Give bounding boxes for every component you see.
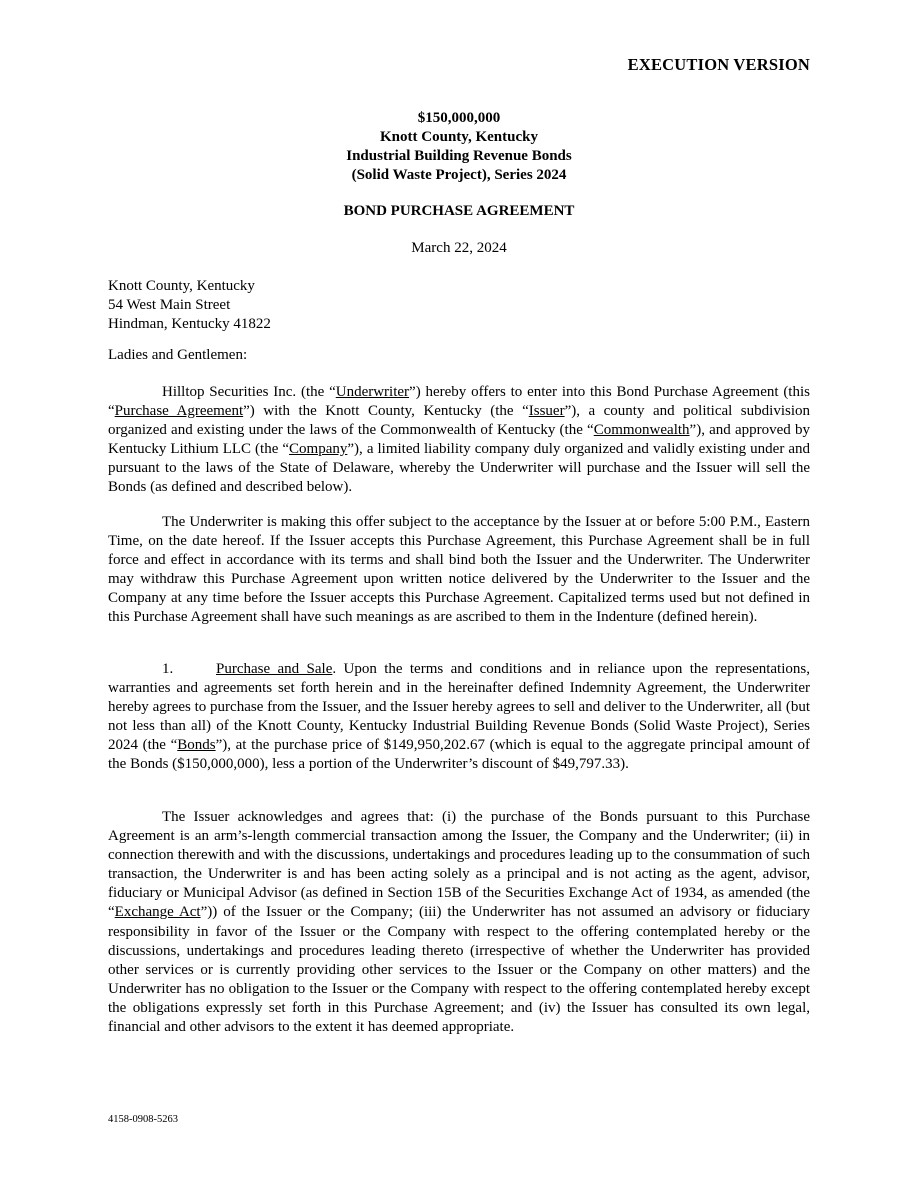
execution-version-label: EXECUTION VERSION [627, 55, 810, 74]
paragraph-acknowledgements [108, 808, 810, 1037]
address-line: Hindman, Kentucky 41822 [108, 316, 271, 332]
defined-term-underwriter: Underwriter [335, 384, 410, 400]
document-id-footer: 4158-0908-5263 [108, 1114, 178, 1125]
bond-series: (Solid Waste Project), Series 2024 [351, 167, 567, 183]
text-run: The Issuer acknowledges and agrees that: (i) the purchase of the Bonds pursuant to this Purchase Agreement is an arm’s-length commercial transaction among the Issuer, the Company and the Underwriter; (ii) in connection therewith and with the discussions, undertakings and procedures leading up to the consummation of such transaction, the Underwriter is and has been acting solely as a principal and is not acting as the agent, advisor, fiduciary or Municipal Advisor (as defined in Section 15B of the Securities Exchange Act of 1934, as amended (the “ [108, 809, 810, 921]
defined-term-company: Company [289, 441, 348, 458]
defined-term-issuer: Issuer [528, 403, 565, 420]
salutation: Ladies and Gentlemen: [108, 347, 248, 363]
text-run: . Upon the terms and conditions and in reliance upon the representations, warranties and agreements set forth herein and in the hereinafter defined Indemnity Agreement, the Underwriter hereby agrees to purchase from the Issuer, and the Issuer hereby agrees to sell and deliver to the Underwriter, all (but not less than all) of the Knott County, Kentucky Industrial Building Revenue Bonds (Solid Waste Project), Series 2024 (the “ [108, 661, 810, 754]
text-run: ”), a limited liability company duly organized and validly existing under and pursuant to the laws of the State of Delaware, whereby the Underwriter will purchase and the Issuer will sell the Bonds (as defined and described below). [108, 441, 810, 496]
recipient-address [108, 277, 271, 334]
document-title: BOND PURCHASE AGREEMENT [343, 203, 575, 219]
text-run: ”), a county and political subdivision organized and existing under the laws of the Commonwealth of Kentucky (the “ [108, 403, 810, 439]
paragraph-introduction [108, 383, 810, 498]
defined-term-purchase-agreement: Purchase Agreement [114, 403, 244, 420]
section-number: 1. [162, 661, 174, 677]
bond-type: Industrial Building Revenue Bonds [346, 148, 572, 164]
bond-issuer-line: Knott County, Kentucky [380, 129, 538, 145]
text-run: ”)) of the Issuer or the Company; (iii) the Underwriter has not assumed an advisory or fiduciary responsibility in favor of the Issuer or the Company with respect to the offering contemplated hereby or the discussions, undertakings and procedures leading thereto (irrespective of whether the Underwriter has provided other services or is currently providing other services to the Issuer or the Company on other matters) and the Underwriter has no obligation to the Issuer or the Company with respect to the offering contemplated hereby except the obligations expressly set forth in this Purchase Agreement; and (iv) the Issuer has consulted its own legal, financial and other advisors to the extent it has deemed appropriate. [108, 904, 811, 1036]
text-run: ”) with the Knott County, Kentucky (the “ [243, 403, 529, 420]
text-run: Hilltop Securities Inc. (the “ [162, 384, 336, 400]
bond-amount: $150,000,000 [417, 110, 501, 126]
defined-term-commonwealth: Commonwealth [593, 422, 690, 439]
defined-term-bonds: Bonds [177, 737, 216, 754]
document-date: March 22, 2024 [411, 240, 507, 256]
bond-heading [108, 109, 810, 185]
paragraph-offer-acceptance [108, 513, 810, 628]
text-run: ”) hereby offers to enter into this Bond Purchase Agreement (this “ [108, 384, 810, 420]
paragraph-purchase-and-sale [108, 660, 810, 775]
address-line: Knott County, Kentucky [108, 278, 255, 294]
section-heading: Purchase and Sale [216, 661, 333, 677]
address-line: 54 West Main Street [108, 297, 231, 313]
text-run: ”), and approved by Kentucky Lithium LLC (the “ [108, 422, 810, 458]
defined-term-exchange-act: Exchange Act [114, 904, 201, 921]
text-run: The Underwriter is making this offer subject to the acceptance by the Issuer at or before 5:00 P.M., Eastern Time, on the date hereof. If the Issuer accepts this Purchase Agreement, this Purchase Agreement shall be in full force and effect in accordance with its terms and shall bind both the Issuer and the Underwriter. The Underwriter may withdraw this Purchase Agreement upon written notice delivered by the Underwriter to the Issuer and the Company at any time before the Issuer accepts this Purchase Agreement. Capitalized terms used but not defined in this Purchase Agreement shall have such meanings as are ascribed to them in the Indenture (defined herein). [108, 514, 810, 626]
text-run: ”), at the purchase price of $149,950,202.67 (which is equal to the aggregate principal amount of the Bonds ($150,000,000), less a portion of the Underwriter’s discount of $49,797.33). [108, 737, 811, 773]
